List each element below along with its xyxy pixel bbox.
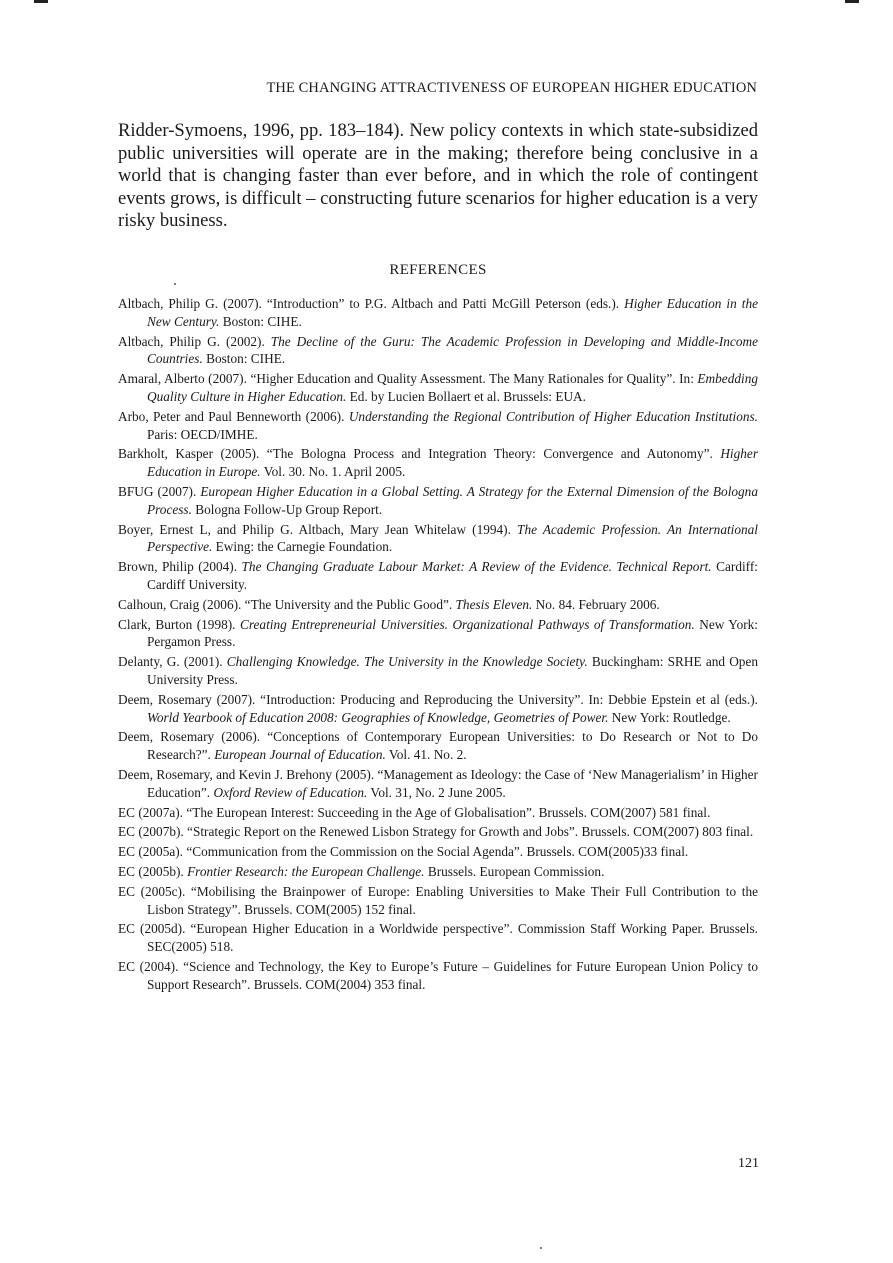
page-number: 121 — [738, 1156, 759, 1171]
reference-item: EC (2007a). “The European Interest: Succeeding in the Age of Globalisation”. Brussels. COM(2007) 581 final. — [118, 804, 711, 820]
reference-item: Amaral, Alberto (2007). “Higher Education and Quality Assessment. The Many Rationales for Quality”. In: Embedding Quality Culture in Higher Education. Ed. by Lucien Bollaert et al. Brussels: EUA. — [118, 371, 758, 404]
reference-item: EC (2007b). “Strategic Report on the Renewed Lisbon Strategy for Growth and Jobs”. Brussels. COM(2007) 803 final. — [118, 824, 754, 840]
body-paragraph: Ridder-Symoens, 1996, pp. 183–184). New policy contexts in which state-subsidized public universities will operate are in the making; therefore being conclusive in a world that is changing faster than ever before, and in which the role of contingent events grows, is difficult – constructing future scenarios for higher education is a very risky business. — [118, 120, 758, 232]
reference-item: EC (2005b). Frontier Research: the European Challenge. Brussels. European Commission. — [118, 863, 605, 879]
reference-item: Deem, Rosemary, and Kevin J. Brehony (2005). “Management as Ideology: the Case of ‘New Managerialism’ in Higher Education”. Oxford Review of Education. Vol. 31, No. 2 June 2005. — [118, 766, 758, 800]
reference-item: Deem, Rosemary (2007). “Introduction: Producing and Reproducing the University”. In: Debbie Epstein et al (eds.). World Yearbook of Education 2008: Geographies of Knowledge, Geometries of Power. New York: Routledge. — [118, 691, 758, 725]
stray-mark — [540, 1247, 542, 1249]
reference-item: Altbach, Philip G. (2007). “Introduction” to P.G. Altbach and Patti McGill Peterson (eds.). Higher Education in the New Century. Boston: CIHE. — [118, 296, 758, 329]
reference-item: EC (2005c). “Mobilising the Brainpower of Europe: Enabling Universities to Make Their Full Contribution to the Lisbon Strategy”. Brussels. COM(2005) 152 final. — [118, 883, 758, 917]
reference-item: EC (2005a). “Communication from the Commission on the Social Agenda”. Brussels. COM(2005)33 final. — [118, 844, 689, 860]
running-head: THE CHANGING ATTRACTIVENESS OF EUROPEAN HIGHER EDUCATION — [266, 80, 757, 96]
crop-mark-left — [34, 0, 48, 3]
reference-item: Clark, Burton (1998). Creating Entrepreneurial Universities. Organizational Pathways of Transformation. New York: Pergamon Press. — [118, 616, 758, 650]
references-list — [118, 295, 758, 995]
reference-item: Calhoun, Craig (2006). “The University and the Public Good”. Thesis Eleven. No. 84. February 2006. — [118, 596, 660, 612]
references-heading: REFERENCES — [389, 262, 487, 278]
reference-item: Altbach, Philip G. (2002). The Decline of the Guru: The Academic Profession in Developing and Middle-Income Countries. Boston: CIHE. — [118, 333, 758, 367]
crop-mark-right — [845, 0, 859, 3]
stray-mark — [174, 283, 176, 285]
reference-item: Barkholt, Kasper (2005). “The Bologna Process and Integration Theory: Convergence and Autonomy”. Higher Education in Europe. Vol. 30. No. 1. April 2005. — [118, 446, 758, 480]
reference-item: BFUG (2007). European Higher Education in a Global Setting. A Strategy for the External Dimension of the Bologna Process. Bologna Follow-Up Group Report. — [118, 483, 758, 517]
reference-item: EC (2004). “Science and Technology, the Key to Europe’s Future – Guidelines for Future European Union Policy to Support Research”. Brussels. COM(2004) 353 final. — [118, 958, 758, 992]
reference-item: Deem, Rosemary (2006). “Conceptions of Contemporary European Universities: to Do Research or Not to Do Research?”. European Journal of Education. Vol. 41. No. 2. — [118, 729, 758, 763]
reference-item: Delanty, G. (2001). Challenging Knowledge. The University in the Knowledge Society. Buckingham: SRHE and Open University Press. — [118, 654, 758, 687]
reference-item: EC (2005d). “European Higher Education in a Worldwide perspective”. Commission Staff Working Paper. Brussels. SEC(2005) 518. — [118, 921, 758, 955]
reference-item: Brown, Philip (2004). The Changing Graduate Labour Market: A Review of the Evidence. Technical Report. Cardiff: Cardiff University. — [118, 559, 758, 592]
reference-item: Boyer, Ernest L, and Philip G. Altbach, Mary Jean Whitelaw (1994). The Academic Profession. An International Perspective. Ewing: the Carnegie Foundation. — [118, 521, 758, 555]
reference-item: Arbo, Peter and Paul Benneworth (2006). Understanding the Regional Contribution of Higher Education Institutions. Paris: OECD/IMHE. — [118, 408, 758, 442]
